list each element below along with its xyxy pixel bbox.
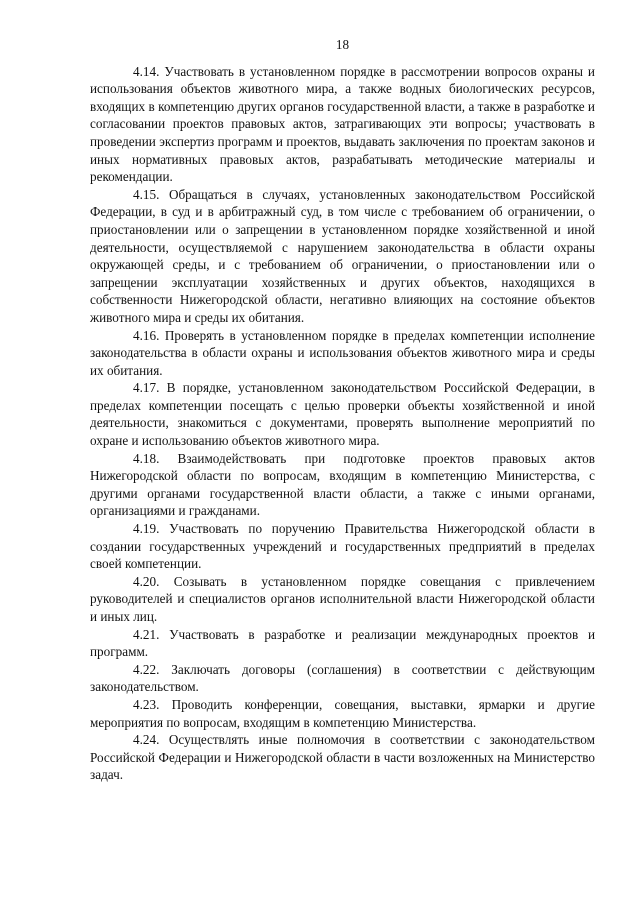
paragraph-4-24: 4.24. Осуществлять иные полномочия в соответствии с законодательством Российской Федерации и Нижегородской области в части возложенных на Министерство задач. — [90, 732, 595, 783]
paragraph-4-18: 4.18. Взаимодействовать при подготовке проектов правовых актов Нижегородской области по вопросам, входящим в компетенцию Министерства, с другими органами государственной власти области, а также с иными органами, организациями и гражданами. — [90, 450, 595, 519]
paragraph-4-20: 4.20. Созывать в установленном порядке совещания с привлечением руководителей и специалистов органов исполнительной власти Нижегородской области и иных лиц. — [90, 573, 595, 624]
paragraph-4-14: 4.14. Участвовать в установленном порядке в рассмотрении вопросов охраны и использования объектов животного мира, а также водных биологических ресурсов, входящих в компетенцию других органов государственной власти, а также в разработке и согласовании проектов правовых актов, затрагивающих эти вопросы; участвовать в проведении экспертиз программ и проектов, выдавать заключения по проектам законов и иных нормативных правовых актов, разрабатывать методические материалы и рекомендации. — [90, 63, 595, 185]
paragraph-4-17: 4.17. В порядке, установленном законодательством Российской Федерации, в пределах компетенции посещать с целью проверки объекты хозяйственной и иной деятельности, знакомиться с документами, проверять выполнение мероприятий по охране и использованию объектов животного мира. — [90, 380, 595, 449]
paragraph-4-16: 4.16. Проверять в установленном порядке в пределах компетенции исполнение законодательства в области охраны и использования объектов животного мира и среды их обитания. — [90, 327, 595, 378]
paragraph-4-15: 4.15. Обращаться в случаях, установленных законодательством Российской Федерации, в суд и в арбитражный суд, в том числе с требованием об ограничении, о приостановлении или о запрещении в установленном порядке хозяйственной и иной деятельности, осуществляемой с нарушением законодательства в области охраны окружающей среды, и с требованием об ограничении, о приостановлении или о запрещении эксплуатации хозяйственных и других объектов, находящихся в собственности Нижегородской области, негативно влияющих на состояние объектов животного мира и среды их обитания. — [90, 186, 595, 325]
paragraph-4-22: 4.22. Заключать договоры (соглашения) в соответствии с действующим законодательством. — [90, 661, 595, 695]
page-number: 18 — [335, 37, 350, 52]
document-page — [90, 36, 595, 784]
paragraph-4-23: 4.23. Проводить конференции, совещания, выставки, ярмарки и другие мероприятия по вопросам, входящим в компетенцию Министерства. — [90, 696, 595, 730]
paragraph-4-19: 4.19. Участвовать по поручению Правительства Нижегородской области в создании государственных учреждений и государственных предприятий в пределах своей компетенции. — [90, 521, 595, 572]
paragraph-4-21: 4.21. Участвовать в разработке и реализации международных проектов и программ. — [90, 626, 595, 660]
